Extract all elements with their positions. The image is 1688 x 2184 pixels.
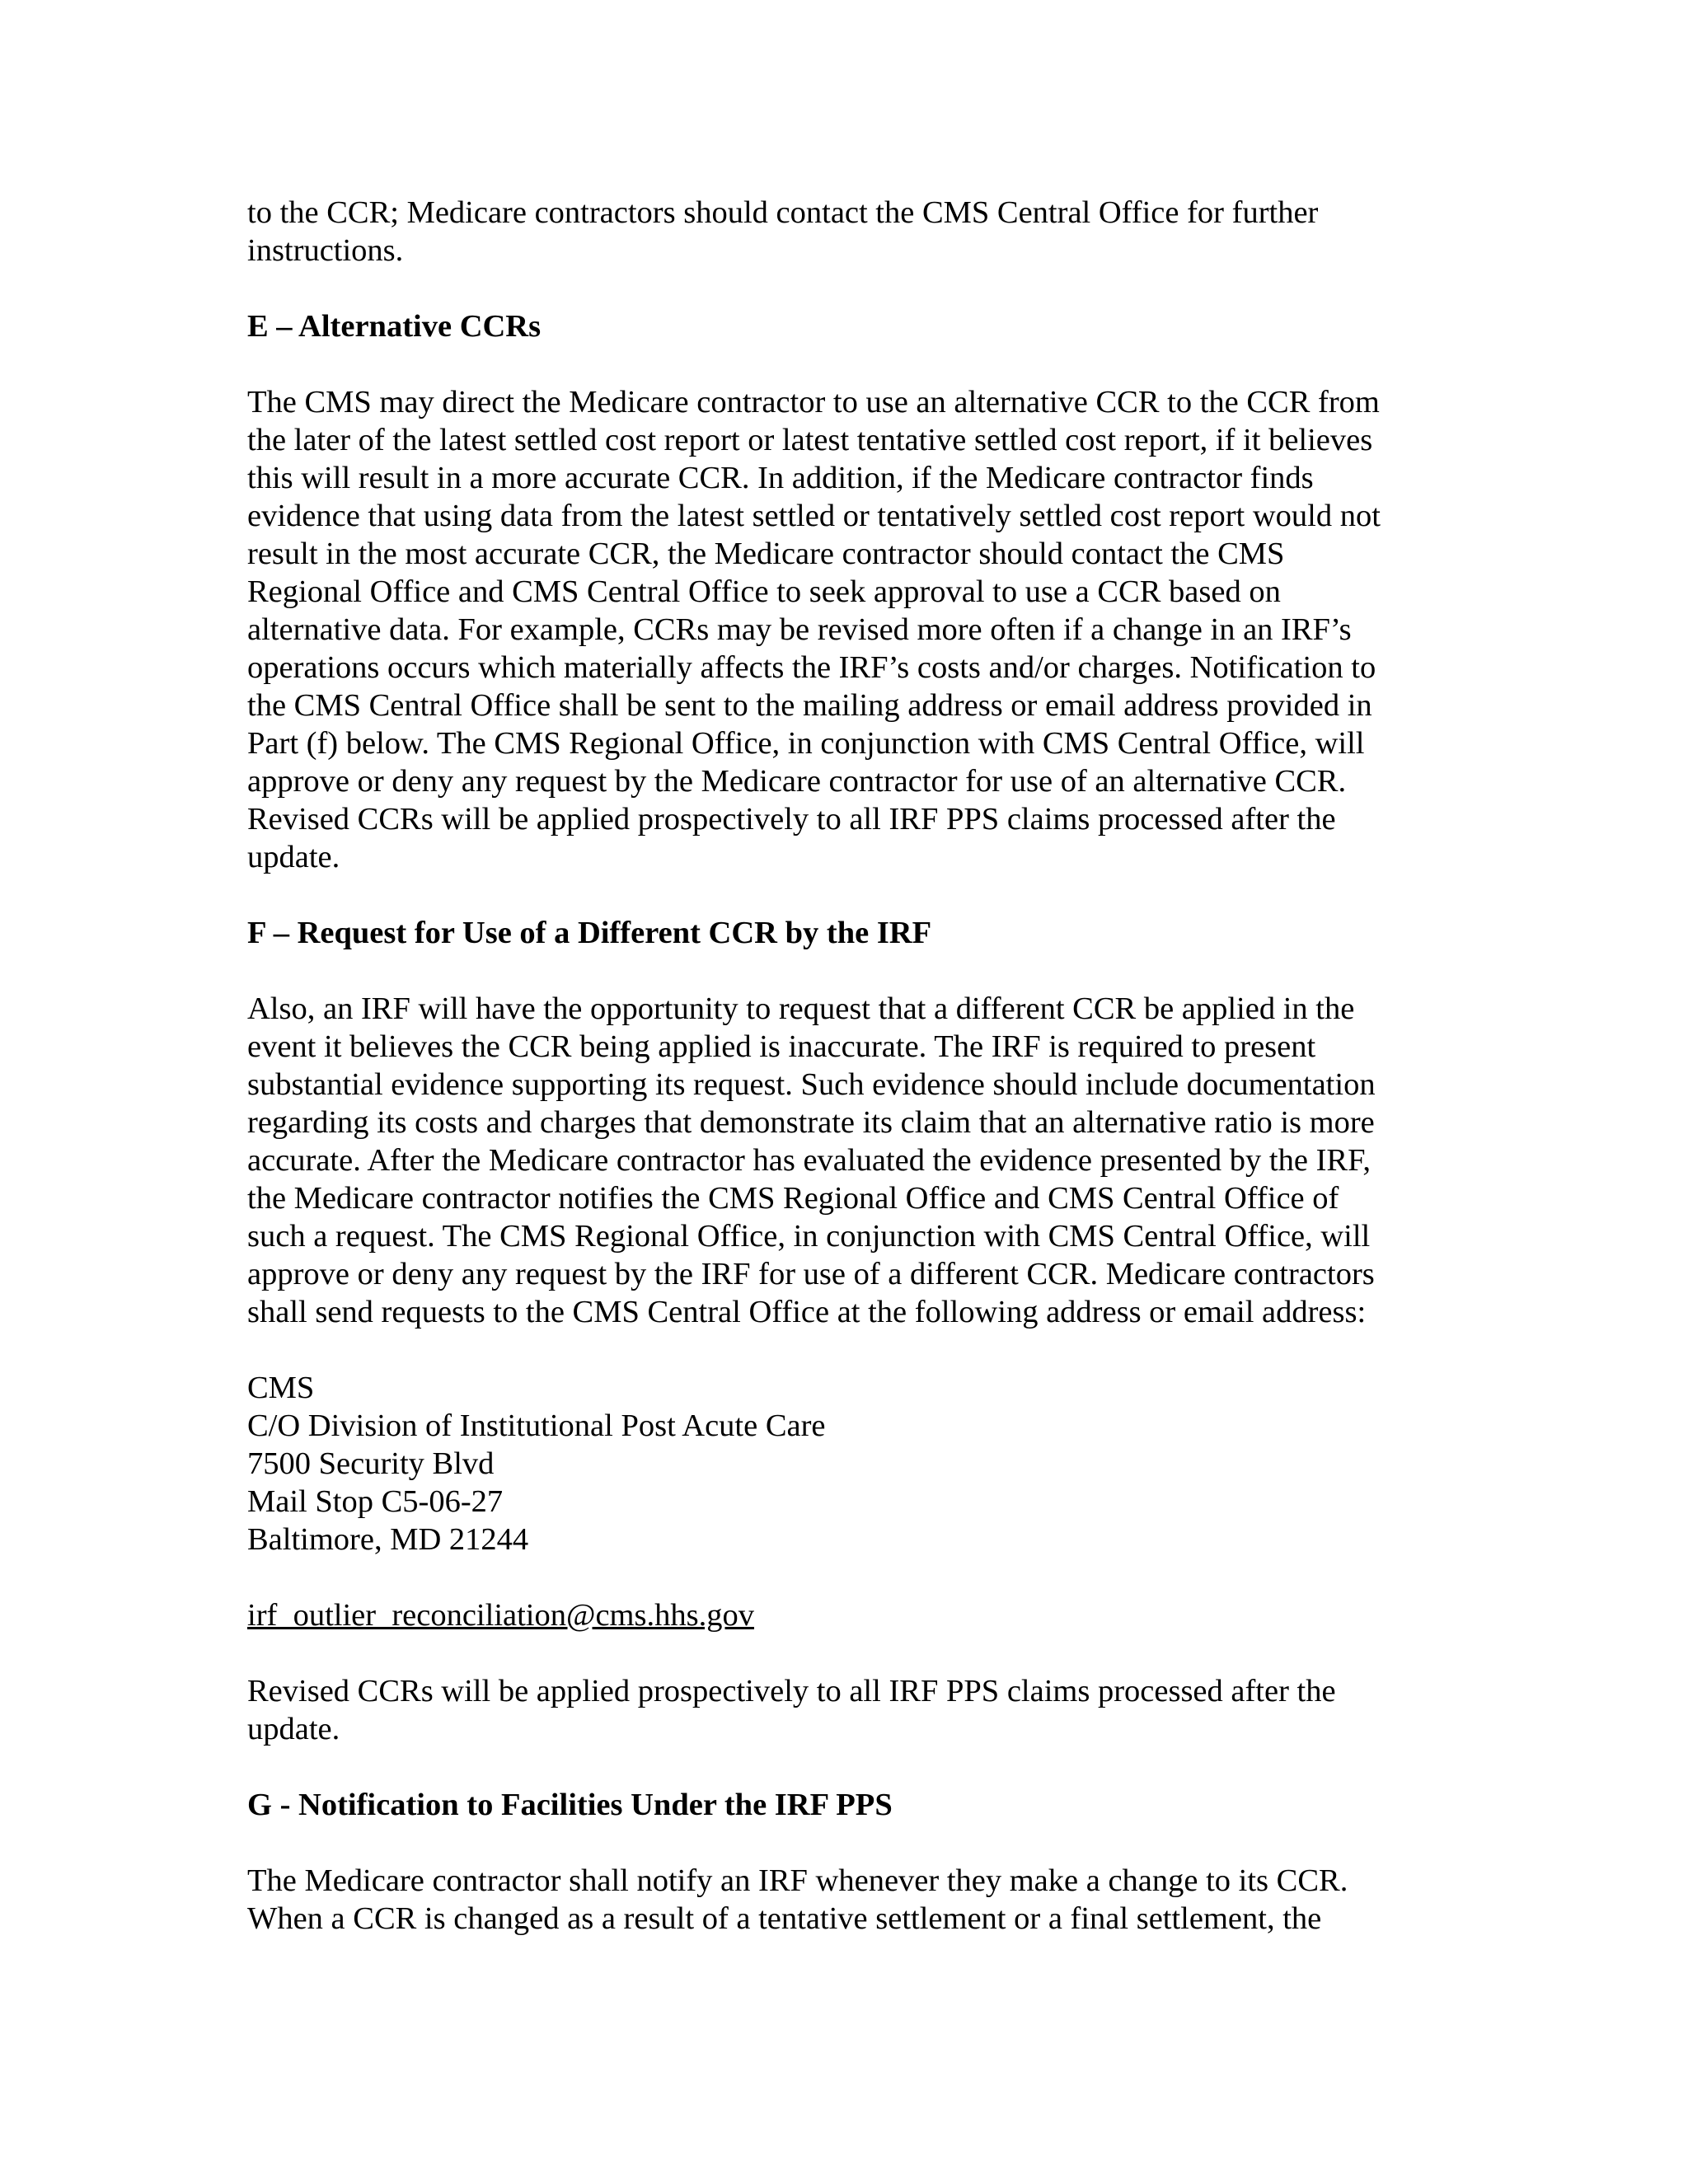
address-line: 7500 Security Blvd: [247, 1446, 495, 1481]
paragraph-spacer: [247, 876, 1451, 914]
section-f-heading: F – Request for Use of a Different CCR by the IRF: [247, 916, 932, 950]
section-g-heading: G - Notification to Facilities Under the IRF PPS: [247, 1788, 893, 1822]
text-line: Part (f) below. The CMS Regional Office, in conjunction with CMS Central Office, will: [247, 726, 1365, 761]
text-line: When a CCR is changed as a result of a tentative settlement or a final settlement, the: [247, 1901, 1322, 1936]
text-line: the CMS Central Office shall be sent to the mailing address or email address provided in: [247, 688, 1372, 723]
section-e-heading: E – Alternative CCRs: [247, 309, 542, 344]
text-line: Revised CCRs will be applied prospectively to all IRF PPS claims processed after the: [247, 1674, 1336, 1708]
text-line: evidence that using data from the latest settled or tentatively settled cost report would not: [247, 499, 1381, 533]
email-line: [247, 1596, 1451, 1634]
text-line: regarding its costs and charges that demonstrate its claim that an alternative ratio is more: [247, 1105, 1375, 1140]
text-line: event it believes the CCR being applied is inaccurate. The IRF is required to present: [247, 1029, 1316, 1064]
text-line: the Medicare contractor notifies the CMS Regional Office and CMS Central Office of: [247, 1181, 1339, 1216]
paragraph-spacer: [247, 1558, 1451, 1596]
text-line: update.: [247, 1712, 340, 1746]
text-line: The CMS may direct the Medicare contractor to use an alternative CCR to the CCR from: [247, 385, 1380, 419]
section-g-paragraph: [247, 1862, 1451, 1938]
text-line: result in the most accurate CCR, the Medicare contractor should contact the CMS: [247, 537, 1285, 571]
text-line: shall send requests to the CMS Central Office at the following address or email address:: [247, 1295, 1367, 1329]
address-line: Baltimore, MD 21244: [247, 1522, 529, 1557]
address-line: CMS: [247, 1371, 315, 1405]
text-line: instructions.: [247, 233, 404, 268]
text-line: approve or deny any request by the Medicare contractor for use of an alternative CCR.: [247, 764, 1347, 799]
section-e-paragraph: [247, 383, 1451, 876]
paragraph-spacer: [247, 952, 1451, 990]
text-line: to the CCR; Medicare contractors should contact the CMS Central Office for further: [247, 195, 1319, 230]
section-f-closing-paragraph: [247, 1672, 1451, 1748]
address-line: C/O Division of Institutional Post Acute Care: [247, 1408, 826, 1443]
text-line: approve or deny any request by the IRF for use of a different CCR. Medicare contractors: [247, 1257, 1375, 1291]
text-line: this will result in a more accurate CCR. In addition, if the Medicare contractor finds: [247, 461, 1314, 495]
email-link[interactable]: irf_outlier_reconciliation@cms.hhs.gov: [247, 1598, 754, 1633]
text-line: The Medicare contractor shall notify an IRF whenever they make a change to its CCR.: [247, 1863, 1348, 1898]
text-line: alternative data. For example, CCRs may be revised more often if a change in an IRF’s: [247, 612, 1352, 647]
paragraph-spacer: [247, 1634, 1451, 1672]
text-line: accurate. After the Medicare contractor has evaluated the evidence presented by the IRF,: [247, 1143, 1372, 1178]
text-line: substantial evidence supporting its request. Such evidence should include documentation: [247, 1067, 1376, 1102]
paragraph-spacer: [247, 345, 1451, 383]
text-line: operations occurs which materially affects the IRF’s costs and/or charges. Notification to: [247, 650, 1376, 685]
paragraph-spacer: [247, 269, 1451, 307]
text-line: Revised CCRs will be applied prospectively to all IRF PPS claims processed after the: [247, 802, 1336, 837]
paragraph-spacer: [247, 1748, 1451, 1786]
paragraph-spacer: [247, 1824, 1451, 1862]
intro-paragraph: [247, 194, 1451, 269]
document-body: [247, 194, 1451, 1938]
section-f-paragraph: [247, 990, 1451, 1331]
text-line: the later of the latest settled cost report or latest tentative settled cost report, if it believes: [247, 423, 1373, 457]
text-line: Also, an IRF will have the opportunity to request that a different CCR be applied in the: [247, 991, 1355, 1026]
address-line: Mail Stop C5-06-27: [247, 1484, 504, 1519]
mailing-address: [247, 1369, 1451, 1558]
text-line: such a request. The CMS Regional Office, in conjunction with CMS Central Office, will: [247, 1219, 1371, 1254]
paragraph-spacer: [247, 1331, 1451, 1369]
text-line: Regional Office and CMS Central Office to seek approval to use a CCR based on: [247, 574, 1281, 609]
text-line: update.: [247, 840, 340, 874]
